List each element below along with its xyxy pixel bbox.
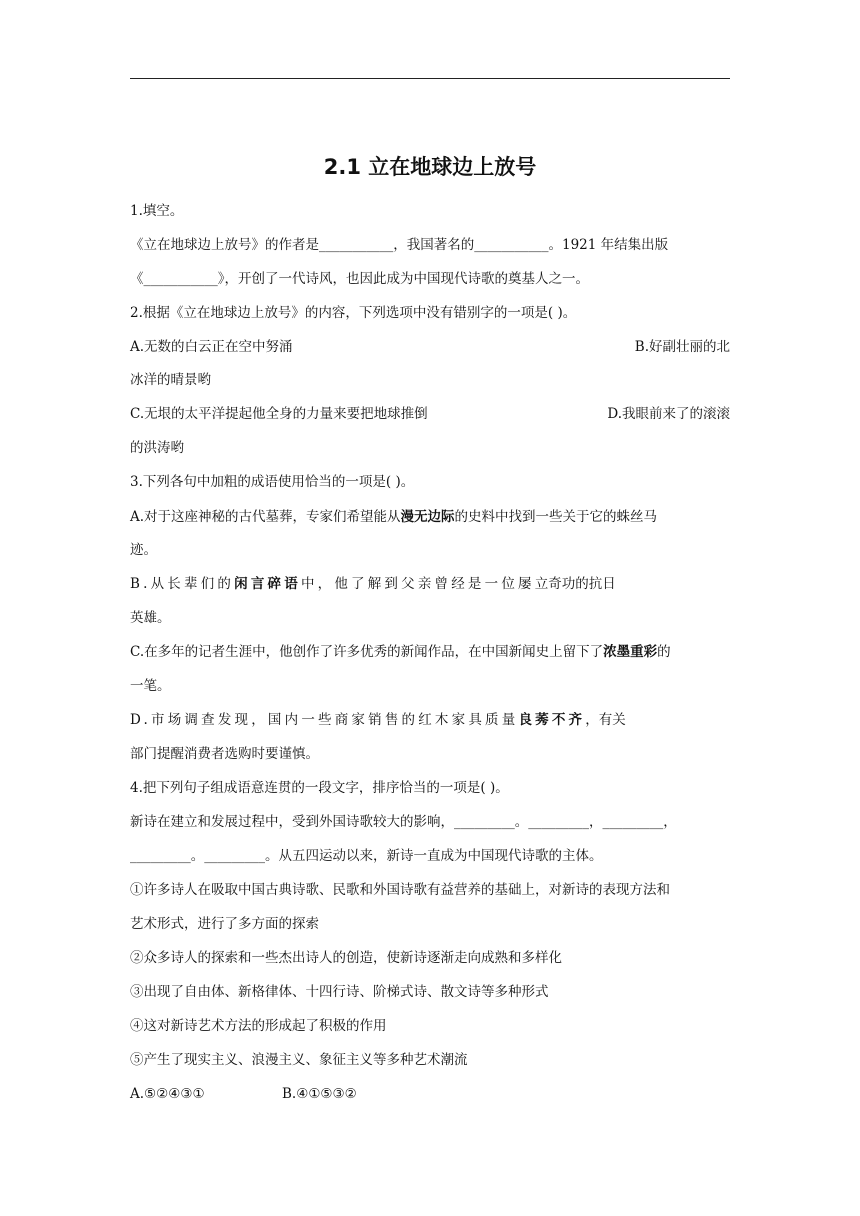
header-rule <box>130 78 730 79</box>
q3-d-text-2: ，有关 <box>585 712 626 728</box>
q4-sentence-3: ③出现了自由体、新格律体、十四行诗、阶梯式诗、散文诗等多种形式 <box>130 984 549 1000</box>
q2-option-a: A.无数的白云正在空中努涌 <box>130 339 293 355</box>
q3-a-text-2: 的史料中找到一些关于它的蛛丝马 <box>454 509 658 525</box>
q3-c-idiom: 浓墨重彩 <box>603 644 658 660</box>
q3-option-c-end: 一笔。 <box>130 678 171 694</box>
q4-sentence-1-line-1: ①许多诗人在吸取中国古典诗歌、民歌和外国诗歌有益营养的基础上，对新诗的表现方法和 <box>130 882 670 898</box>
q3-b-text-3: 立奇功的抗日 <box>534 576 616 592</box>
q2-option-b-end: 冰洋的晴景哟 <box>130 372 211 388</box>
q2-option-d-start: D.我眼前来了的滚滚 <box>607 406 730 422</box>
q3-option-b <box>130 573 730 595</box>
q4-option-a: A.⑤②④③① <box>130 1086 205 1102</box>
q2-option-d-end: 的洪涛哟 <box>130 440 184 456</box>
q1-blank-line-1: 《立在地球边上放号》的作者是___________，我国著名的___________。1921 年结集出版 <box>130 237 669 253</box>
q3-option-a <box>130 506 730 528</box>
q4-passage-line-1: 新诗在建立和发展过程中，受到外国诗歌较大的影响，_________。_________，_________， <box>130 814 677 830</box>
q3-a-idiom: 漫无边际 <box>400 509 455 525</box>
q3-d-idiom: 良莠不齐 <box>518 712 586 728</box>
q4-options-row <box>130 1083 730 1105</box>
q2-option-c: C.无垠的太平洋提起他全身的力量来要把地球推倒 <box>130 406 428 422</box>
q1-blank-line-2: 《___________》，开创了一代诗风，也因此成为中国现代诗歌的奠基人之一。 <box>130 271 589 287</box>
q4-sentence-5: ⑤产生了现实主义、浪漫主义、象征主义等多种艺术潮流 <box>130 1052 468 1068</box>
q3-option-c <box>130 641 730 663</box>
q3-b-idiom: 闲言碎语 <box>234 576 301 592</box>
q2-option-row-cd <box>130 403 730 425</box>
q3-a-text-1: A.对于这座神秘的古代墓葬，专家们希望能从 <box>130 509 401 525</box>
q3-c-text-2: 的 <box>657 644 671 660</box>
q3-heading: 3.下列各句中加粗的成语使用恰当的一项是( )。 <box>130 474 415 490</box>
q4-option-b: B.④①⑤③② <box>282 1086 357 1102</box>
q4-sentence-1-line-2: 艺术形式，进行了多方面的探索 <box>130 916 319 932</box>
q3-option-b-end: 英雄。 <box>130 610 171 626</box>
q4-sentence-2: ②众多诗人的探索和一些杰出诗人的创造，使新诗逐渐走向成熟和多样化 <box>130 950 562 966</box>
q4-passage-line-2: _________。_________。从五四运动以来，新诗一直成为中国现代诗歌的主体。 <box>130 848 603 864</box>
q2-option-row-ab <box>130 336 730 358</box>
q3-b-text-2: 中，他了解到父亲曾经是一位屡 <box>300 576 535 592</box>
q4-heading: 4.把下列句子组成语意连贯的一段文字，排序恰当的一项是( )。 <box>130 780 509 796</box>
q1-heading: 1.填空。 <box>130 203 184 219</box>
q4-sentence-4: ④这对新诗艺术方法的形成起了积极的作用 <box>130 1018 387 1034</box>
q3-option-d <box>130 709 730 731</box>
page-title: 2.1 立在地球边上放号 <box>323 155 537 179</box>
q2-option-b-start: B.好副壮丽的北 <box>634 339 730 355</box>
q3-c-text-1: C.在多年的记者生涯中，他创作了许多优秀的新闻作品，在中国新闻史上留下了 <box>130 644 604 660</box>
q3-b-text-1: B.从长辈们的 <box>130 576 235 592</box>
q2-heading: 2.根据《立在地球边上放号》的内容，下列选项中没有错别字的一项是( )。 <box>130 305 577 321</box>
q3-d-text-1: D.市场调查发现，国内一些商家销售的红木家具质量 <box>130 712 519 728</box>
q3-option-a-end: 迹。 <box>130 542 157 558</box>
q3-option-d-end: 部门提醒消费者选购时要谨慎。 <box>130 746 319 762</box>
